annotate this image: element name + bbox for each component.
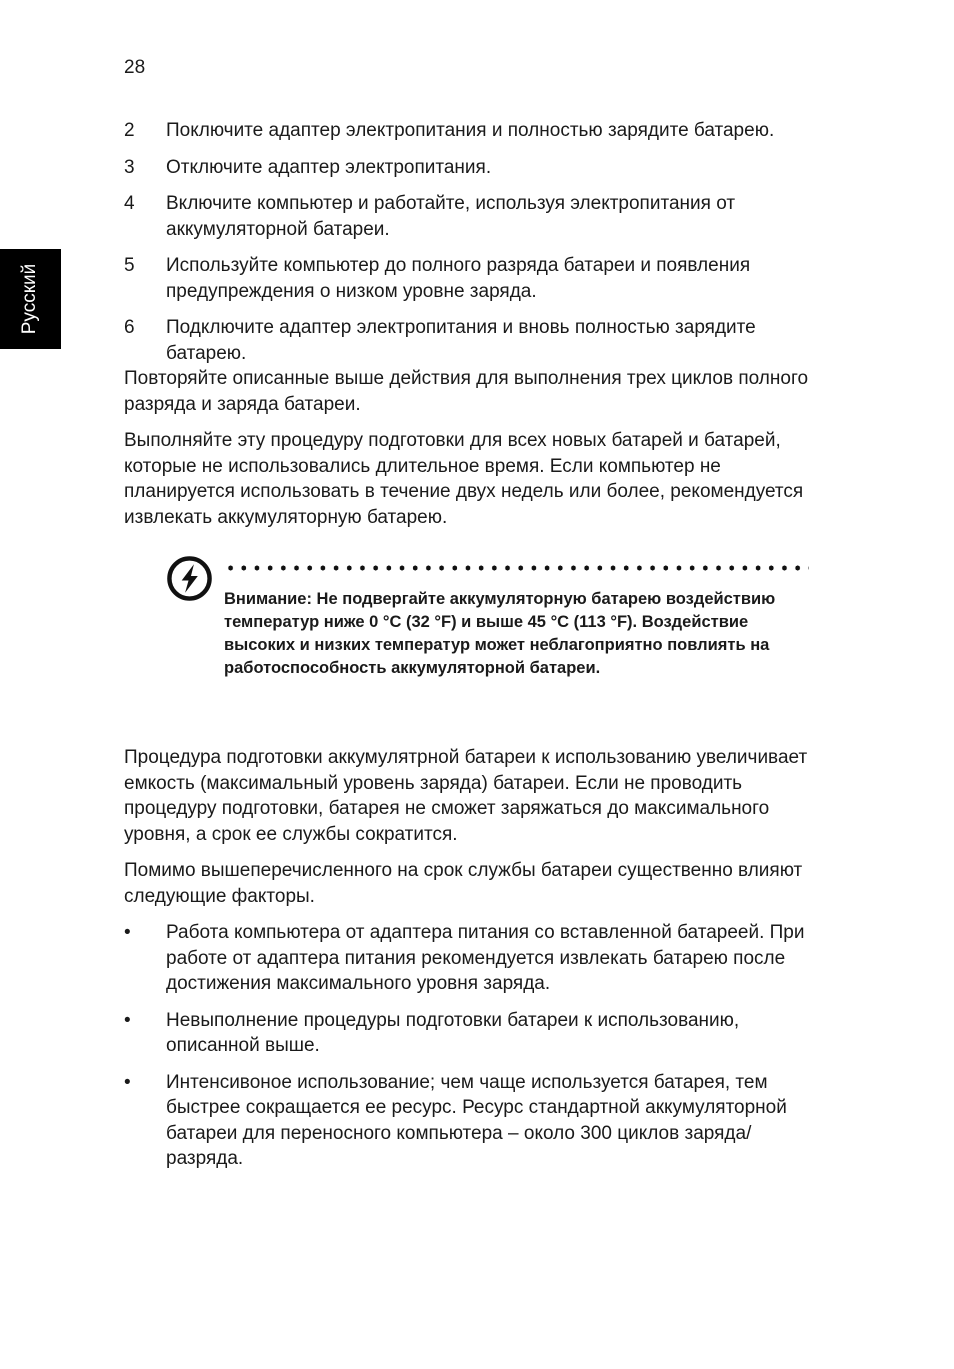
bullet-symbol: • [124, 922, 131, 943]
main-content [124, 118, 824, 1183]
step-text: Подключите адаптер электропитания и вновь полностью зарядите батарею. [166, 317, 756, 364]
warning-text: Внимание: Не подвергайте аккумуляторную батарею воздействию температур ниже 0 °C (32 °F) и выше 45 °C (113 °F). Воздействие высоких и низких температур может неблагоприятно повлиять на работоспособность аккумуляторной батареи. [224, 590, 776, 677]
list-item [124, 253, 824, 304]
paragraph: Повторяйте описанные выше действия для выполнения трех циклов полного разряда и заряда батареи. [124, 368, 809, 415]
steps-list [124, 118, 824, 366]
warning-box [124, 551, 824, 741]
language-tab-label: Русский [19, 263, 40, 335]
step-number: 2 [124, 120, 135, 141]
bullet-list [124, 920, 824, 1172]
language-tab [0, 249, 61, 349]
step-number: 5 [124, 255, 135, 276]
bullet-text: Невыполнение процедуры подготовки батареи к использованию, описанной выше. [166, 1009, 740, 1056]
bullet-symbol: • [124, 1071, 131, 1093]
step-number: 6 [124, 317, 135, 338]
step-text: Включите компьютер и работайте, используя электропитания от аккумуляторной батареи. [166, 193, 736, 240]
step-text: Отключите адаптер электропитания. [166, 156, 492, 178]
bullet-symbol: • [124, 1009, 131, 1031]
list-item [124, 920, 824, 997]
dotted-separator [224, 565, 809, 571]
step-text: Используйте компьютер до полного разряда батареи и появления предупреждения о низком уровне заряда. [166, 255, 751, 302]
step-number: 4 [124, 193, 135, 214]
list-item [124, 1008, 824, 1059]
step-text: Поключите адаптер электропитания и полностью зарядите батарею. [166, 120, 775, 141]
list-item [124, 315, 824, 366]
step-number: 3 [124, 156, 135, 178]
bullet-text: Интенсивоное использование; чем чаще используется батарея, тем быстрее сокращается ее ресурс. Ресурс стандартной аккумуляторной батареи для переносного компьютера – около 300 циклов заряда/разряда. [166, 1071, 787, 1169]
list-item [124, 155, 824, 181]
paragraph: Выполняйте эту процедуру подготовки для всех новых батарей и батарей, которые не использовались длительное время. Если компьютер не планируется использовать в течение двух недель или более, рекомендуется извлекать аккумуляторную батарею. [124, 430, 804, 528]
paragraph: Помимо вышеперечисленного на срок службы батареи существенно влияют следующие факторы. [124, 860, 803, 907]
list-item [124, 1070, 824, 1172]
list-item [124, 118, 824, 144]
list-item [124, 191, 824, 242]
page-number: 28 [124, 57, 146, 78]
paragraph: Процедура подготовки аккумулятрной батареи к использованию увеличивает емкость (максимальный уровень заряда) батареи. Если не проводить процедуру подготовки, батарея не сможет заряжаться до максимального уровня, а срок ее службы сократится. [124, 747, 808, 845]
bullet-text: Работа компьютера от адаптера питания со вставленной батареей. При работе от адаптера питания рекомендуется извлекать батарею после достижения максимального уровня заряда. [166, 922, 805, 994]
lightning-warning-icon [166, 555, 213, 602]
